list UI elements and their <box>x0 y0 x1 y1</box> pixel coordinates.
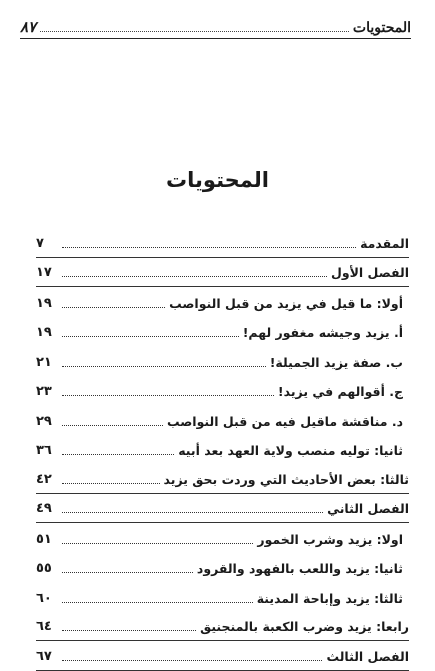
toc-entry-page: ١٩ <box>36 295 52 311</box>
toc-entry-page: ٧ <box>36 235 44 251</box>
toc-entry-page: ٤٢ <box>36 471 52 487</box>
dot-leader <box>62 276 327 277</box>
running-head-leader <box>40 31 349 32</box>
toc-entry-page: ٢١ <box>36 354 52 370</box>
dot-leader <box>62 483 160 484</box>
toc-entry <box>36 464 409 494</box>
toc-entry-page: ٢٩ <box>36 413 52 429</box>
toc-entry <box>36 258 409 288</box>
toc-entry <box>36 346 409 376</box>
toc-entry-title: ثالثا: يزيد وإباحة المدينة <box>256 590 403 606</box>
toc-entry-page: ٦٠ <box>36 590 52 606</box>
toc-entry <box>36 435 409 465</box>
toc-entry <box>36 494 409 524</box>
toc-entry-page: ١٧ <box>36 265 52 280</box>
toc-entry-title: ثانيا: توليه منصب ولاية العهد بعد أبيه <box>178 443 403 458</box>
toc-entry-title: أ. يزيد وجيشه مغفور لهم! <box>242 325 403 340</box>
toc-entry <box>36 228 409 258</box>
toc-entry-title: د. مناقشة ماقيل فيه من قبل النواصب <box>167 413 403 429</box>
running-head <box>20 14 411 39</box>
toc-entry-title: ب. صفة يزيد الجميلة! <box>269 354 403 370</box>
toc-entry <box>36 376 409 406</box>
toc-entry-title: الفصل الثاني <box>327 501 409 516</box>
toc-entry <box>36 641 409 671</box>
toc-entry <box>36 612 409 642</box>
table-of-contents <box>36 228 409 671</box>
toc-entry <box>36 523 409 553</box>
toc-entry <box>36 405 409 435</box>
dot-leader <box>62 602 253 603</box>
dot-leader <box>62 247 356 248</box>
toc-entry-title: الفصل الثالث <box>326 648 409 664</box>
toc-entry <box>36 582 409 612</box>
dot-leader <box>62 366 266 367</box>
toc-entry <box>36 317 409 347</box>
dot-leader <box>62 395 274 396</box>
toc-entry-page: ٤٩ <box>36 501 52 516</box>
running-head-page-number: ٨٧ <box>20 18 37 36</box>
dot-leader <box>62 425 163 426</box>
toc-entry-page: ١٩ <box>36 325 52 340</box>
toc-entry-title: ج. أقوالهم في يزيد! <box>277 384 403 399</box>
toc-entry-page: ٥٥ <box>36 561 52 576</box>
toc-entry-page: ٢٣ <box>36 384 52 399</box>
dot-leader <box>62 572 193 573</box>
toc-entry <box>36 553 409 583</box>
dot-leader <box>62 543 253 544</box>
toc-entry-title: أولا: ما قيل في يزيد من قبل النواصب <box>169 295 403 311</box>
toc-entry-title: المقدمة <box>360 235 409 251</box>
toc-entry-title: اولا: يزيد وشرب الخمور <box>257 531 403 547</box>
toc-heading: المحتويات <box>166 168 269 192</box>
toc-entry-page: ٥١ <box>36 531 52 547</box>
running-head-title: المحتويات <box>352 20 411 36</box>
toc-entry-title: الفصل الأول <box>330 265 409 280</box>
dot-leader <box>62 307 165 308</box>
toc-entry-title: ثانيا: يزيد واللعب بالفهود والقرود <box>196 561 403 576</box>
dot-leader <box>62 336 239 337</box>
dot-leader <box>62 630 196 631</box>
dot-leader <box>62 660 322 661</box>
toc-entry-title: ثالثا: بعض الأحاديث التي وردت بحق يزيد <box>163 471 409 487</box>
toc-entry-page: ٣٦ <box>36 443 52 458</box>
toc-entry-page: ٦٤ <box>36 619 52 634</box>
toc-entry-page: ٦٧ <box>36 648 52 664</box>
dot-leader <box>62 454 174 455</box>
toc-entry-title: رابعا: يزيد وضرب الكعبة بالمنجنيق <box>200 619 409 634</box>
dot-leader <box>62 512 323 513</box>
toc-entry <box>36 287 409 317</box>
